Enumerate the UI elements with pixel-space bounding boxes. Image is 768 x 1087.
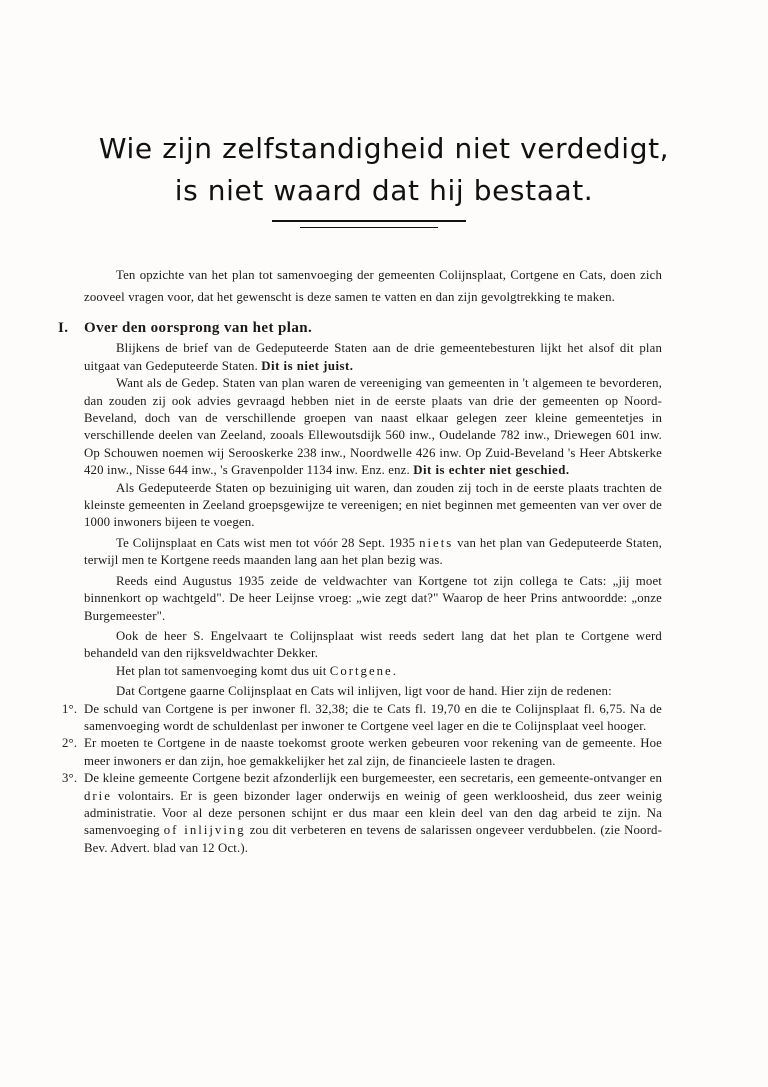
paragraph-2 — [84, 375, 662, 479]
list-item-number: 1°. — [62, 701, 78, 716]
list-item-number: 2°. — [62, 736, 78, 751]
paragraph-4 — [84, 535, 662, 570]
paragraph-2-emphasis: Dit is echter niet geschied. — [413, 463, 570, 478]
list-item — [62, 735, 662, 770]
list-item-text-c: zou dit verbeteren en tevens de salarissen ongeveer verdubbelen. (zie Noord-Bev. Advert. blad van 12 Oct.). — [84, 823, 662, 855]
paragraph-6: Ook de heer S. Engelvaart te Colijnsplaat wist reeds sedert lang dat het plan te Cortgene werd behandeld van den rijksveldwachter Dekker. — [84, 628, 662, 661]
paragraph-3: Als Gedeputeerde Staten op bezuiniging uit waren, dan zouden zij toch in de eerste plaats trachten de kleinste gemeenten in Zeeland groepsgewijze te vereenigen; en niet beginnen met gemeenten van ver over de 1000 inwoners bijeen te voegen. — [84, 480, 662, 530]
list-item-spaced-2: of inlijving — [163, 823, 246, 838]
list-item-text-b: volontairs. Er is geen bizonder lager onderwijs en weinig of geen werkloosheid, dus zeer weinig administratie. Voor al deze personen schijnt er dus maar een klein deel van den dag arbeid te zijn. Na samenvoeging — [84, 788, 662, 838]
paragraph-7 — [84, 663, 662, 680]
section-title: Over den oorsprong van het plan. — [84, 320, 313, 336]
list-item-text: De schuld van Cortgene is per inwoner fl. 32,38; die te Cats fl. 19,70 en die te Colijnsplaat fl. 6,75. Na de samenvoeging wordt de schuldenlast per inwoner te Cortgene veel lager en die te Colijnsplaat veel hooger. — [84, 701, 662, 733]
paragraph-4-text-a: Te Colijnsplaat en Cats wist men tot vóór 28 Sept. 1935 — [116, 535, 416, 550]
title-rule-thin — [300, 227, 438, 228]
paragraph-2-text: Want als de Gedep. Staten van plan waren de vereeniging van gemeenten in 't algemeen te bevorderen, dan zouden zij ook advies gevraagd hebben niet in de eerste plaats van drie der gemeenten op Noord-Beveland, doch van de verschillende groepen van naast elkaar gelegen zeer kleine gemeentetjes in verschillende deelen van Zeeland, zooals Ellewoutsdijk 560 inw., Oudelande 782 inw., Driewegen 601 inw. Op Schouwen noemen wij Serooskerke 238 inw., Noordwelle 426 inw. Op Zuid-Beveland 's Heer Abtskerke 420 inw., Nisse 644 inw., 's Gravenpolder 1134 inw. Enz. enz. — [84, 376, 662, 478]
paragraph-4-text-b: van het plan van Gedeputeerde Staten, terwijl men te Kortgene reeds maanden lang aan het plan bezig was. — [84, 535, 662, 568]
list-item — [62, 770, 662, 857]
section-heading — [58, 320, 662, 337]
paragraph-5: Reeds eind Augustus 1935 zeide de veldwachter van Kortgene tot zijn collega te Cats: „jij moet binnenkort op wachtgeld". De heer Leijnse vroeg: „wie zegt dat?" Waarop de heer Prins antwoordde: „onze Burgemeester". — [84, 573, 662, 623]
title-line-1: Wie zijn zelfstandigheid niet verdedigt, — [98, 132, 670, 165]
paragraph-1-text: Blijkens de brief van de Gedeputeerde Staten aan de drie gemeentebesturen lijkt het alsof dit plan uitgaat van Gedeputeerde Staten. — [84, 341, 662, 373]
document-body — [58, 264, 662, 857]
list-item — [62, 701, 662, 736]
list-item-spaced-1: drie — [84, 788, 112, 803]
intro-paragraph: Ten opzichte van het plan tot samenvoeging der gemeenten Colijnsplaat, Cortgene en Cats, doen zich zooveel vragen voor, dat het gewenscht is deze samen te vatten en dan zijn gevolgtrekking te maken. — [84, 268, 662, 304]
paragraph-8: Dat Cortgene gaarne Colijnsplaat en Cats wil inlijven, ligt voor de hand. Hier zijn de redenen: — [116, 684, 612, 699]
list-item-number: 3°. — [62, 771, 78, 786]
paragraph-1-emphasis: Dit is niet juist. — [261, 358, 354, 373]
section-number: I. — [58, 320, 69, 336]
list-item-text-a: De kleine gemeente Cortgene bezit afzonderlijk een burgemeester, een secretaris, een gemeente-ontvanger en — [84, 771, 662, 786]
page-title — [60, 128, 708, 212]
paragraph-7-spaced: Cortgene. — [329, 663, 398, 678]
paragraph-1 — [84, 340, 662, 375]
list-item-text: Er moeten te Cortgene in de naaste toekomst groote werken gebeuren voor rekening van de gemeente. Hoe meer inwoners er dan zijn, hoe gemakkelijker het zal zijn, de financieele lasten te dragen. — [84, 736, 662, 768]
paragraph-7-text: Het plan tot samenvoeging komt dus uit — [116, 663, 327, 678]
title-line-2: is niet waard dat hij bestaat. — [174, 174, 594, 207]
title-rule-thick — [272, 220, 466, 222]
paragraph-4-spaced: niets — [419, 535, 454, 550]
